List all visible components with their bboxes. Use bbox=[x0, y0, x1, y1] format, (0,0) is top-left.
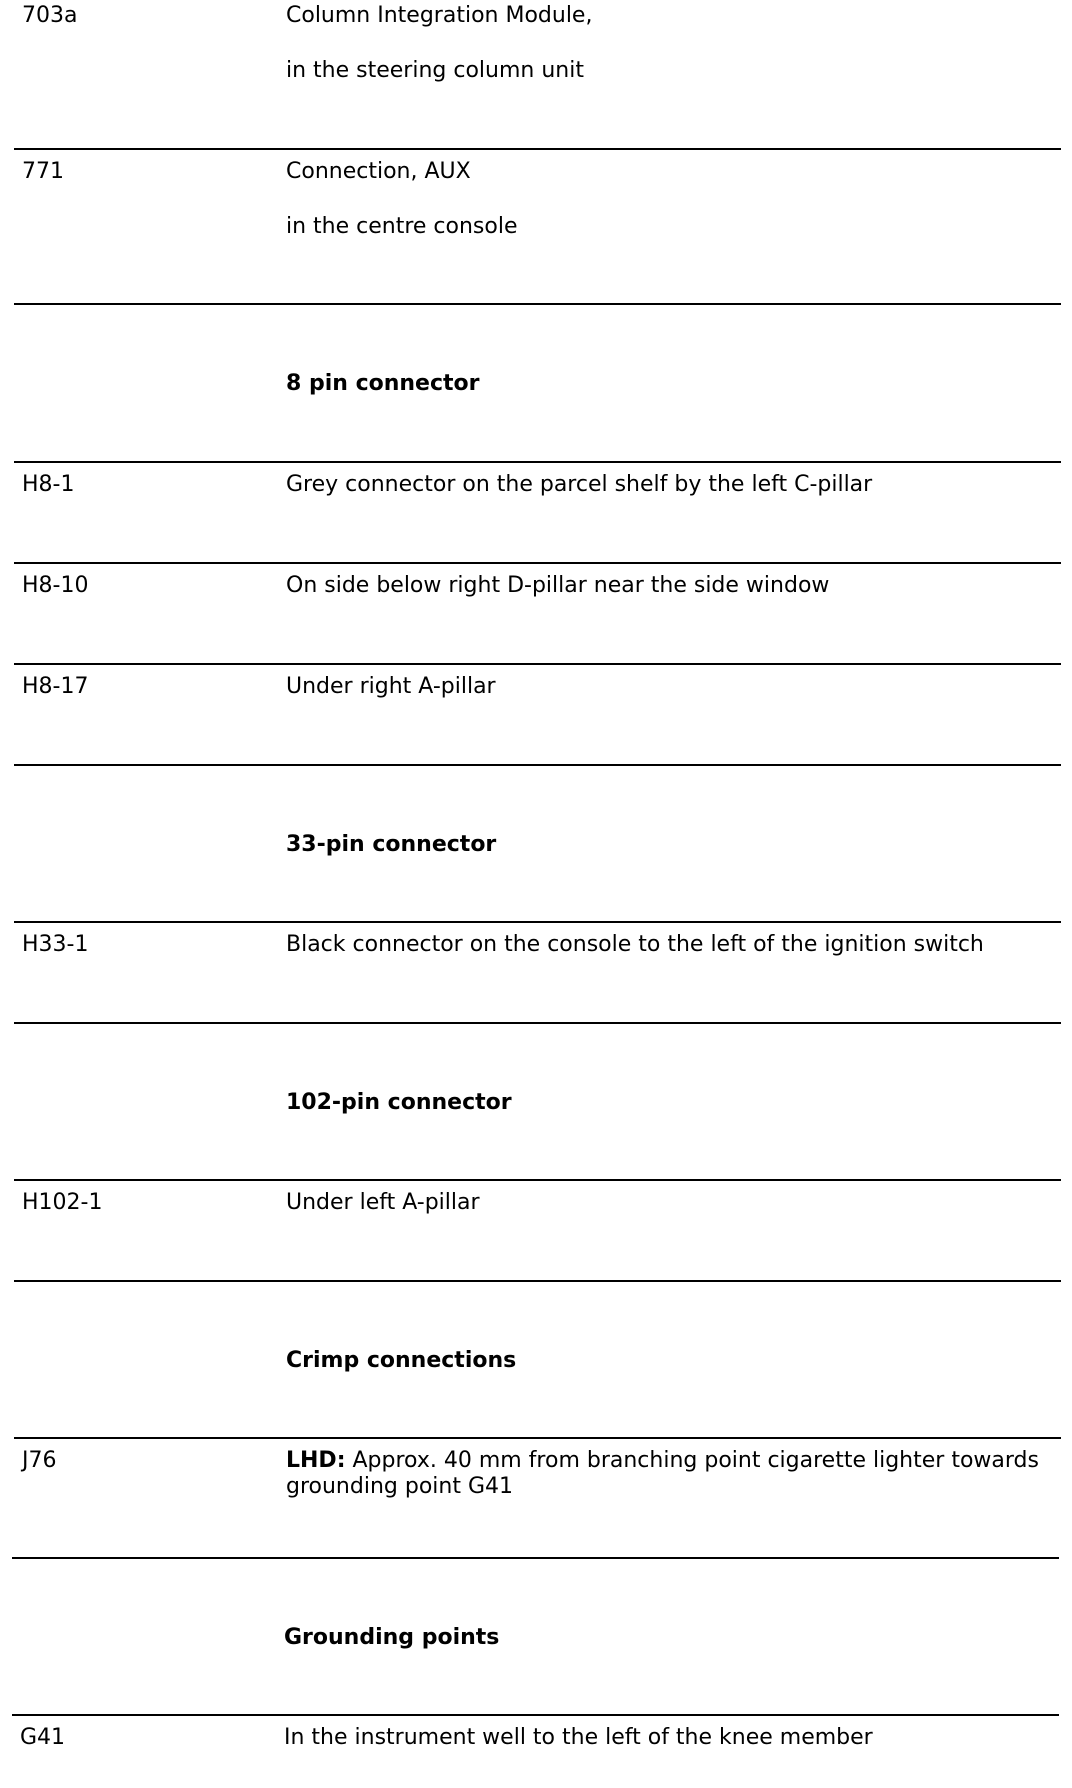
divider bbox=[12, 1557, 1059, 1559]
entry-description bbox=[286, 1448, 1062, 1500]
entry-code: J76 bbox=[22, 1448, 57, 1473]
divider bbox=[14, 461, 1061, 463]
entry-description bbox=[286, 3, 1066, 84]
entry-description: On side below right D-pillar near the side window bbox=[286, 573, 830, 598]
entry-description: Under right A-pillar bbox=[286, 674, 496, 699]
section-heading: 102-pin connector bbox=[286, 1090, 512, 1115]
description-line: Connection, AUX bbox=[286, 159, 471, 184]
divider bbox=[14, 663, 1061, 665]
description-line: in the steering column unit bbox=[286, 58, 584, 83]
divider bbox=[14, 1437, 1061, 1439]
entry-description: Grey connector on the parcel shelf by the left C-pillar bbox=[286, 472, 873, 497]
entry-description: In the instrument well to the left of the knee member bbox=[284, 1725, 873, 1750]
divider bbox=[14, 1280, 1061, 1282]
entry-description: Under left A-pillar bbox=[286, 1190, 480, 1215]
entry-code: H33-1 bbox=[22, 932, 89, 957]
divider bbox=[14, 148, 1061, 150]
divider bbox=[12, 1714, 1059, 1716]
description-text: Approx. 40 mm from branching point cigarette lighter towards grounding point G41 bbox=[286, 1448, 1039, 1499]
divider bbox=[14, 303, 1061, 305]
section-heading: 8 pin connector bbox=[286, 371, 480, 396]
entry-description: Black connector on the console to the left of the ignition switch bbox=[286, 932, 984, 957]
section-heading: Crimp connections bbox=[286, 1348, 517, 1373]
section-heading: Grounding points bbox=[284, 1625, 500, 1650]
section-heading: 33-pin connector bbox=[286, 832, 497, 857]
divider bbox=[14, 1022, 1061, 1024]
drive-side-label: LHD: bbox=[286, 1448, 346, 1473]
entry-code: H8-10 bbox=[22, 573, 89, 598]
description-line: Column Integration Module, bbox=[286, 3, 593, 28]
divider bbox=[14, 921, 1061, 923]
divider bbox=[14, 764, 1061, 766]
entry-code: 703a bbox=[22, 3, 78, 28]
divider bbox=[14, 562, 1061, 564]
entry-code: 771 bbox=[22, 159, 64, 184]
entry-code: H8-17 bbox=[22, 674, 89, 699]
divider bbox=[14, 1179, 1061, 1181]
entry-code: G41 bbox=[20, 1725, 66, 1750]
entry-code: H102-1 bbox=[22, 1190, 103, 1215]
description-line: in the centre console bbox=[286, 214, 518, 239]
entry-code: H8-1 bbox=[22, 472, 75, 497]
entry-description bbox=[286, 159, 1066, 240]
